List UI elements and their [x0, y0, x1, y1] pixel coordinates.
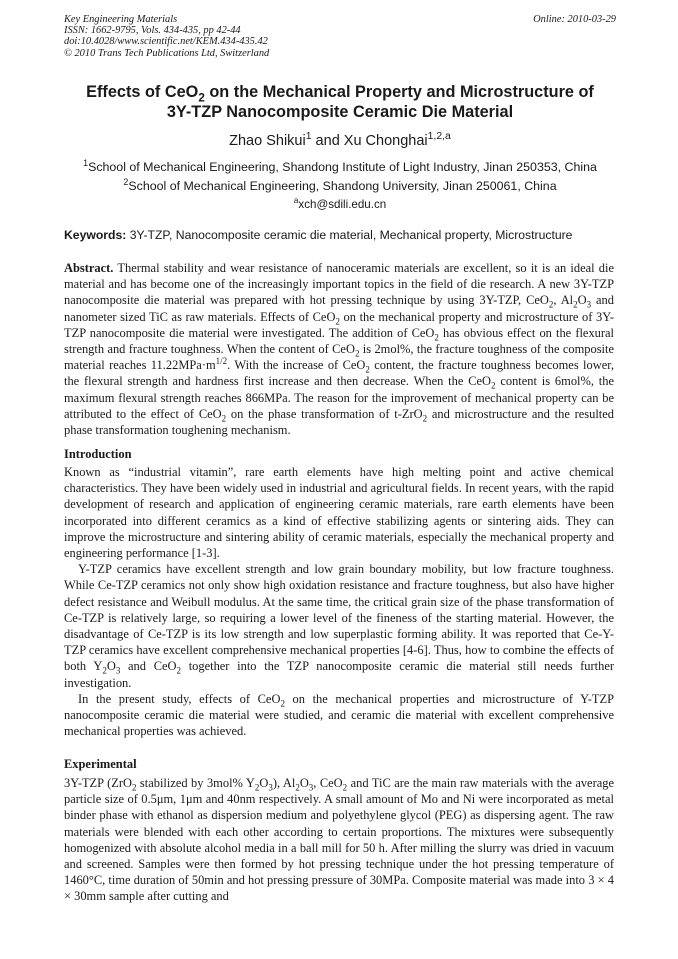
exp-text: and TiC are the main raw materials with the average particle size of 0.5μm, 1μm and 40nm respectively. A small amount of Mo and Ni were incorporated as metal binder phase with ethanol as dispersion medium and polyethylene glycol (PEG) as dispersing agent. The raw materials were blended with each other according to certain proportions. The mixtures were subsequently homogenized with absolute alcohol media in a ball mill for 50 h. After milling the slurry was dried in vacuum and screened. Samples were then formed by hot pressing technique under the hot pressing temperature of 1460°C, time duration of 50min and hot pressing pressure of 30MPa. Composite material was made into 3 × 4 × 30mm sample after cutting and [64, 776, 614, 904]
subscript: 2 [422, 413, 428, 424]
author-list [40, 133, 640, 149]
abstract [64, 260, 614, 438]
title-sub: 2 [198, 91, 205, 105]
exp-text: 3Y-TZP (ZrO [64, 776, 132, 790]
abstract-text: has obvious effect on the flexural strength and fracture toughness. When the content of CeO [64, 325, 614, 357]
abstract-text: and nanometer sized TiC as raw materials. Effects of CeO [64, 293, 614, 324]
keywords-label: Keywords: [64, 228, 127, 242]
subscript: 2 [434, 332, 439, 343]
exp-text: O [259, 776, 269, 790]
exp-text: stabilized by 3mol% Y [136, 776, 255, 790]
abstract-text: on the mechanical property and microstructure of 3Y-TZP nanocomposite die material were investigated. The addition of CeO [64, 309, 614, 340]
intro-text: In the present study, effects of CeO [78, 691, 281, 706]
subscript: 2 [280, 698, 285, 709]
keywords-text: 3Y-TZP, Nanocomposite ceramic die material, Mechanical property, Microstructure [126, 228, 573, 242]
subscript: 2 [295, 782, 300, 793]
abstract-text: content is 6mol%, the maximum flexural strength reaches 866MPa. The reason for the improvement of mechanical property can be attributed to the effect of CeO [64, 374, 614, 421]
abstract-text: content, the fracture toughness becomes lower, the flexural strength and hardness first increase and then decrease. When the CeO [64, 358, 614, 389]
author2-sup: 1,2,a [427, 131, 451, 143]
experimental-body [64, 775, 614, 905]
superscript: 1/2 [215, 356, 228, 367]
intro-text: Y-TZP ceramics have excellent strength and low grain boundary mobility, but low fracture toughness. While Ce-TZP ceramics not only show high oxidation resistance and fracture toughness, but also have higher defect resistance and Weibull modulus. At the same time, the critical grain size of the phase transformation of Ce-TZP is relatively large, so requiring a lower level of the fineness of the starting material. However, the disadvantage of Ce-TZP is its low strength and low superplastic forming ability. It was reported that Ce-Y-TZP ceramics have excellent comprehensive mechanical properties [4-6]. Thus, how to combine the effects of both Y [64, 562, 614, 674]
aff2-text: School of Mechanical Engineering, Shandong University, Jinan 250061, China [128, 179, 557, 193]
subscript: 3 [115, 665, 121, 676]
intro-text: and CeO [120, 659, 177, 674]
intro-text: together into the TZP nanocomposite ceramic die material still needs further investigation. [64, 659, 614, 690]
aff2-sup: 2 [123, 176, 129, 187]
introduction-body [64, 464, 614, 739]
email-sup: a [293, 195, 299, 206]
keywords [64, 228, 624, 243]
email-line [40, 197, 640, 212]
subscript: 2 [102, 665, 107, 676]
author2-name: Xu Chonghai [343, 133, 428, 149]
subscript: 2 [254, 782, 260, 793]
journal-header [64, 14, 616, 59]
abstract-text: is 2mol%, the fracture toughness of the composite material reaches 11.22MPa·m [64, 342, 614, 373]
affiliation-1 [40, 157, 640, 175]
exp-text: O [299, 776, 309, 790]
issn-line: ISSN: 1662-9795, Vols. 434-435, pp 42-44 [64, 25, 241, 37]
author1-name: Zhao Shikui [229, 133, 306, 149]
doi-line: doi:10.4028/www.scientific.net/KEM.434-435.42 [64, 36, 268, 48]
email-link[interactable]: xch@sdili.edu.cn [298, 198, 387, 211]
title-part1: Effects of CeO [86, 83, 199, 101]
exp-text: , CeO [313, 776, 343, 790]
aff1-text: School of Mechanical Engineering, Shandong Institute of Light Industry, Jinan 250353, China [88, 160, 597, 174]
intro-text: O [106, 659, 116, 674]
subscript: 2 [365, 364, 370, 375]
title-part2: on the Mechanical Property and Microstructure of [204, 83, 594, 101]
subscript: 3 [268, 782, 273, 793]
abstract-text: , Al [553, 293, 574, 308]
paper-title [40, 82, 640, 122]
subscript: 2 [221, 413, 227, 424]
subscript: 2 [573, 299, 578, 310]
subscript: 2 [354, 348, 360, 359]
author1-sup: 1 [305, 131, 312, 143]
intro-paragraph-3 [64, 691, 614, 740]
subscript: 2 [131, 782, 137, 793]
journal-name: Key Engineering Materials [64, 14, 178, 25]
abstract-text: . With the increase of CeO [227, 358, 366, 373]
title-line2: 3Y-TZP Nanocomposite Ceramic Die Material [166, 103, 514, 121]
abstract-text: Thermal stability and wear resistance of nanoceramic materials are excellent, so it is an ideal die material and has become one of the increasingly important topics in the field of die research. A new 3Y-TZP nanocomposite die material was prepared with hot pressing technique by using 3Y-TZP, CeO [64, 261, 614, 308]
affiliation-2 [40, 176, 640, 194]
aff1-sup: 1 [83, 157, 89, 168]
exp-text: ), Al [272, 776, 296, 790]
online-date: Online: 2010-03-29 [533, 14, 616, 25]
subscript: 2 [491, 380, 496, 391]
subscript: 3 [308, 782, 314, 793]
subscript: 3 [586, 299, 592, 310]
subscript: 2 [335, 316, 340, 327]
subscript: 2 [342, 782, 348, 793]
intro-paragraph-2 [64, 561, 614, 691]
intro-text: on the mechanical properties and microstructure of Y-TZP nanocomposite ceramic die material were studied, and ceramic die material with excellent comprehensive mechanical properties was achieved. [64, 691, 614, 739]
author-and: and [311, 133, 344, 149]
subscript: 2 [548, 299, 554, 310]
abstract-text: on the phase transformation of t-ZrO [226, 406, 423, 421]
abstract-text: and microstructure and the resulted phase transformation toughening mechanism. [64, 406, 614, 438]
subscript: 2 [176, 665, 181, 676]
copyright-line: © 2010 Trans Tech Publications Ltd, Switzerland [64, 47, 270, 59]
intro-paragraph-1: Known as “industrial vitamin”, rare earth elements have high melting point and active chemical characteristics. They have been widely used in industrial and agricultural fields. In recent years, with the rapid development of research and application of engineering ceramic materials, rare earth elements have been incorporated into different ceramics as a kind of effective stabilizing agents or sintering aids. They can improve the microstructure and sintering ability of ceramic materials, especially the mechanical property and engineering performance [1-3]. [64, 465, 614, 561]
abstract-label: Abstract. [64, 261, 114, 275]
introduction-heading: Introduction [64, 447, 132, 461]
abstract-text: O [577, 293, 587, 308]
experimental-heading: Experimental [64, 757, 137, 771]
